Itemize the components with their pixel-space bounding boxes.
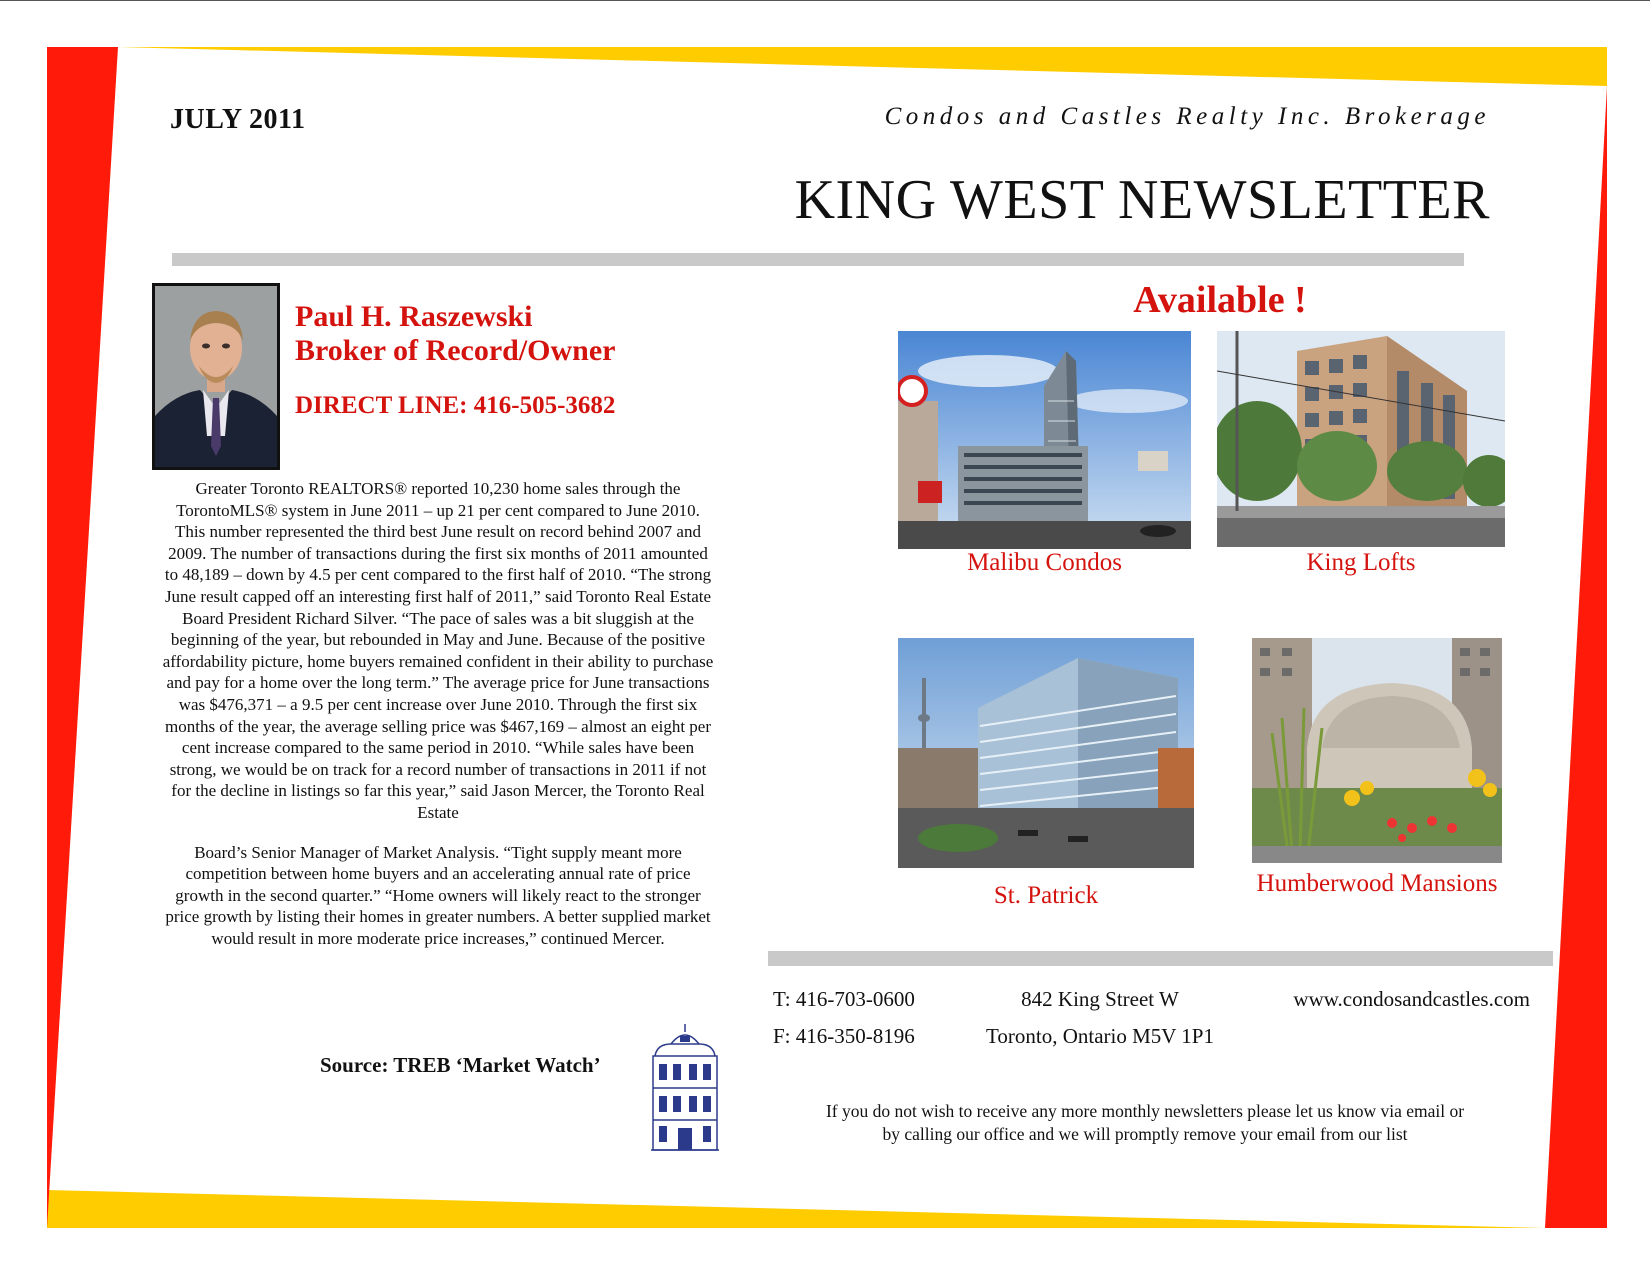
castle-building-logo <box>649 1022 721 1152</box>
broker-role: Broker of Record/Owner <box>295 334 616 367</box>
footer-divider <box>768 951 1553 966</box>
listing-photo-malibu-condos[interactable] <box>898 331 1191 549</box>
contact-phone-fax <box>773 981 915 1055</box>
listing-label-malibu-condos[interactable]: Malibu Condos <box>967 549 1122 576</box>
office-street: 842 King Street W <box>1021 987 1179 1011</box>
unsubscribe-line-1: If you do not wish to receive any more monthly newsletters please let us know via email or <box>825 1101 1465 1121</box>
frame-bottom-yellow-band <box>47 1190 1545 1228</box>
header-divider <box>172 253 1464 266</box>
newsletter-title: KING WEST NEWSLETTER <box>794 169 1490 231</box>
frame-right-red-band <box>1545 86 1607 1228</box>
listing-label-king-lofts[interactable]: King Lofts <box>1306 549 1416 576</box>
article-source: Source: TREB ‘Market Watch’ <box>320 1053 601 1077</box>
contact-address <box>960 981 1240 1055</box>
frame-top-yellow-band <box>118 47 1607 86</box>
article-paragraph-2: Board’s Senior Manager of Market Analysis. “Tight supply meant more competition between home buyers and an accelerating annual rate of price growth in the second quarter.” “Home owners will likely react to the stronger price growth by listing their homes in greater numbers. A better supplied market would result in more moderate price increases,” continued Mercer. <box>165 842 711 948</box>
listing-label-humberwood-mansions[interactable]: Humberwood Mansions <box>1256 870 1498 897</box>
office-phone: T: 416-703-0600 <box>773 987 915 1011</box>
website-link[interactable]: www.condosandcastles.com <box>1293 987 1530 1011</box>
listing-label-st-patrick[interactable]: St. Patrick <box>993 882 1099 909</box>
listing-photo-humberwood-mansions[interactable] <box>1252 638 1502 863</box>
broker-direct-line: DIRECT LINE: 416-505-3682 <box>295 392 616 419</box>
article-body <box>162 478 714 967</box>
company-name: Condos and Castles Realty Inc. Brokerage <box>884 103 1490 130</box>
listing-photo-st-patrick[interactable] <box>898 638 1194 868</box>
office-fax: F: 416-350-8196 <box>773 1024 915 1048</box>
office-city: Toronto, Ontario M5V 1P1 <box>986 1024 1214 1048</box>
issue-date: JULY 2011 <box>170 104 306 135</box>
broker-portrait <box>152 283 280 470</box>
article-paragraph-1: Greater Toronto REALTORS® reported 10,230 home sales through the TorontoMLS® system in June 2011 – up 21 per cent compared to June 2010. This number represented the third best June result on record behind 2007 and 2009. The number of transactions during the first six months of 2011 amounted to 48,189 – down by 4.5 per cent compared to the first half of 2010. “The strong June result capped off an interesting first half of 2011,” said Toronto Real Estate Board President Richard Silver. “The pace of sales was a bit sluggish at the beginning of the year, but rebounded in May and June. Because of the positive affordability picture, home buyers remained confident in their ability to purchase and pay for a home over the long term.” The average price for June transactions was $476,371 – a 9.5 per cent increase over June 2010. Through the first six months of the year, the average selling price was $467,169 – almost an eight per cent increase compared to the same period in 2010. “While sales have been strong, we would be on track for a record number of transactions in 2011 if not for the decline in listings so far this year,” said Jason Mercer, the Toronto Real Estate <box>162 479 714 822</box>
broker-name: Paul H. Raszewski <box>295 300 533 333</box>
available-heading: Available ! <box>1133 279 1307 321</box>
listing-photo-king-lofts[interactable] <box>1217 331 1505 547</box>
broker-name-block <box>295 300 616 368</box>
unsubscribe-line-2: by calling our office and we will promptly remove your email from our list <box>882 1124 1408 1144</box>
unsubscribe-notice <box>760 1100 1530 1146</box>
frame-left-red-band <box>47 47 118 1228</box>
